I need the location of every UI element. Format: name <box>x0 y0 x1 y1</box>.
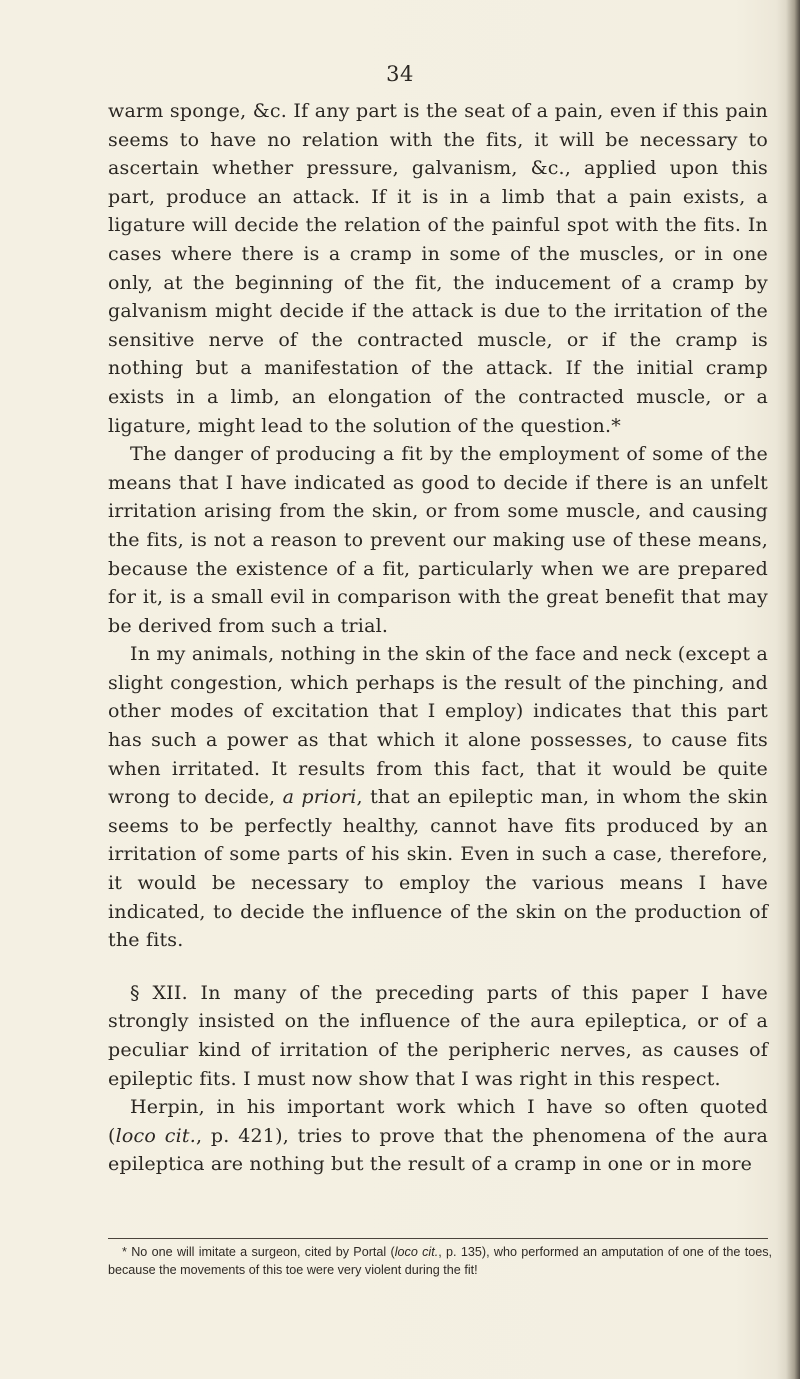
footnote-rule <box>108 1238 768 1239</box>
page-number: 34 <box>386 62 414 86</box>
text-run: , p. 135), who performed an amputation of one of the toes, because the movements of this toe were very violent during the fit! <box>108 1245 773 1277</box>
text-run: Herpin, in his important work which I have so often quoted ( <box>108 1096 768 1147</box>
text-run: The danger of producing a fit by the employment of some of the means that I have indicated as good to decide if there is an unfelt irritation arising from the skin, or from some muscle, and causing the fits, is not a reason to prevent our making use of these means, because the existence of a fit, particularly when we are prepared for it, is a small evil in comparison with the great benefit that may be derived from such a trial. <box>108 443 768 637</box>
text-run: § XII. In many of the preceding parts of this paper I have strongly insisted on the influence of the aura epileptica, or of a peculiar kind of irritation of the peripheric nerves, as causes of epileptic fits. I must now show that I was right in this respect. <box>108 981 768 1090</box>
text-run: , that an epileptic man, in whom the skin seems to be perfectly healthy, cannot have fits produced by an irritation of some parts of his skin. Even in such a case, therefore, it would be necessary to employ the various means I have indicated, to decide the influence of the skin on the production of the fits. <box>108 786 768 952</box>
text-run: * No one will imitate a surgeon, cited by Portal ( <box>122 1245 395 1259</box>
section-gap <box>108 955 768 979</box>
footnote <box>108 1243 772 1279</box>
italic-text: loco cit. <box>115 1124 196 1147</box>
italic-text: a priori <box>282 786 357 809</box>
page-edge-shadow <box>786 0 800 1379</box>
paragraph <box>108 1093 768 1179</box>
section-heading-paragraph <box>108 979 768 1093</box>
body-text <box>108 97 768 1179</box>
paragraph <box>108 97 768 440</box>
paragraph <box>108 440 768 640</box>
paragraph <box>108 640 768 955</box>
italic-text: loco cit. <box>394 1245 439 1259</box>
text-run: In my animals, nothing in the skin of the face and neck (except a slight congestion, which perhaps is the result of the pinching, and other modes of excitation that I employ) indicates that this part has such a power as that which it alone possesses, to cause fits when irritated. It results from this fact, that it would be quite wrong to decide, <box>108 643 768 809</box>
text-run: , p. 421), tries to prove that the phenomena of the aura epileptica are nothing but the result of a cramp in one or in more <box>108 1124 768 1176</box>
text-run: warm sponge, &c. If any part is the seat of a pain, even if this pain seems to have no relation with the fits, it will be necessary to ascertain whether pressure, galvanism, &c., applied upon this part, produce an attack. If it is in a limb that a pain exists, a ligature will decide the relation of the painful spot with the fits. In cases where there is a cramp in some of the muscles, or in one only, at the beginning of the fit, the inducement of a cramp by galvanism might decide if the attack is due to the irritation of the sensitive nerve of the contracted muscle, or if the cramp is nothing but a manifestation of the attack. If the initial cramp exists in a limb, an elongation of the contracted muscle, or a ligature, might lead to the solution of the question.* <box>108 100 768 437</box>
